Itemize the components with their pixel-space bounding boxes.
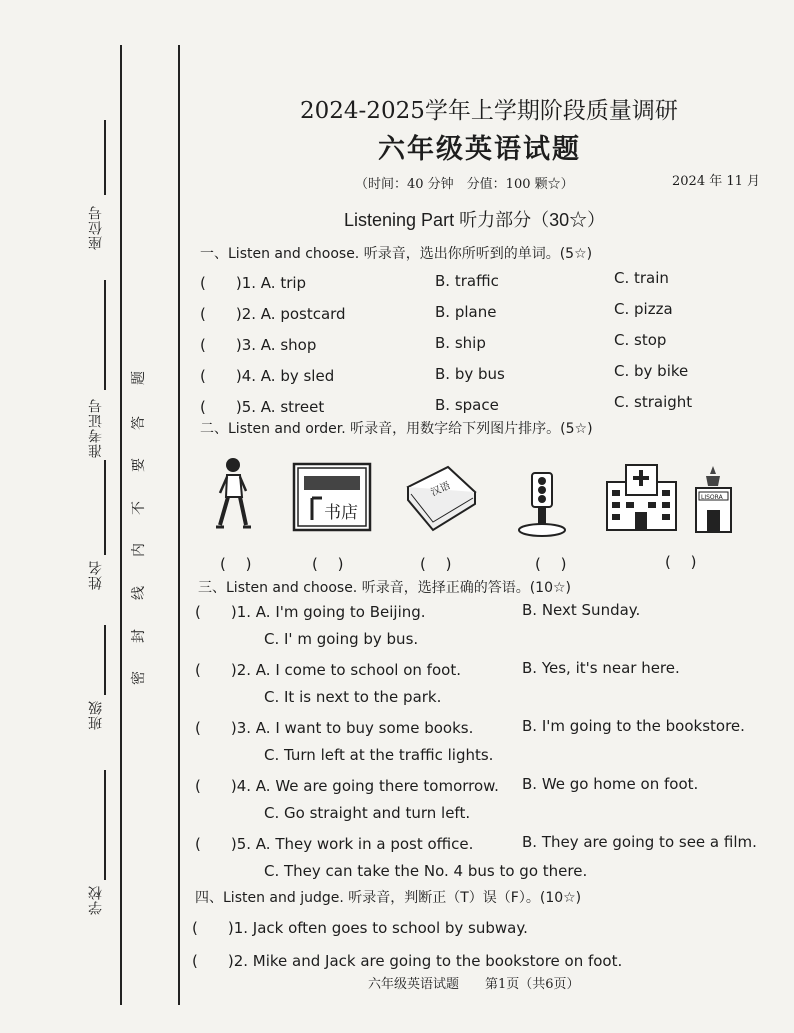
judge-item-1	[192, 917, 528, 938]
order-blank-2[interactable]: ( )	[312, 555, 344, 573]
judge-text-2: )2. Mike and Jack are going to the bookstore on foot.	[227, 952, 623, 970]
section1-title: 一、Listen and choose. 听录音，选出你所听到的单词。(5☆)	[200, 246, 593, 262]
answer-blank[interactable]: (	[195, 661, 231, 679]
option-a: )4. A. by sled	[235, 367, 335, 385]
choose-blank[interactable]: (	[200, 274, 236, 292]
answer-blank[interactable]: (	[195, 777, 231, 795]
bookstore-picture	[292, 462, 372, 532]
judge-blank-1[interactable]: (	[192, 919, 228, 937]
option-c: C. straight	[614, 393, 693, 411]
section3-title: 三、Listen and choose. 听录音，选择正确的答语。(10☆)	[198, 580, 571, 596]
answer-item-1	[195, 601, 426, 622]
answer-item-5	[195, 833, 473, 854]
seat-field[interactable]	[104, 120, 106, 195]
class-field[interactable]	[104, 625, 106, 695]
answer-c: C. Turn left at the traffic lights.	[264, 746, 494, 764]
option-a: )2. A. postcard	[235, 305, 346, 323]
option-a: )1. A. trip	[235, 274, 307, 292]
option-a: )3. A. shop	[235, 336, 317, 354]
order-blank-4[interactable]: ( )	[535, 555, 567, 573]
order-blank-5[interactable]: ( )	[665, 553, 697, 571]
choose-item-1	[200, 272, 306, 293]
answer-a: )5. A. They work in a post office.	[230, 835, 474, 853]
answer-c: C. It is next to the park.	[264, 688, 442, 706]
hospital-picture	[604, 460, 679, 532]
option-c: C. by bike	[614, 362, 689, 380]
order-blank-3[interactable]: ( )	[420, 555, 452, 573]
answer-b: B. Yes, it's near here.	[522, 659, 680, 677]
option-b: B. space	[435, 396, 499, 414]
choose-item-2	[200, 303, 346, 324]
choose-blank[interactable]: (	[200, 367, 236, 385]
answer-b: B. Next Sunday.	[522, 601, 641, 619]
answer-blank[interactable]: (	[195, 719, 231, 737]
answer-item-3	[195, 717, 473, 738]
school-label: 学校	[88, 885, 104, 915]
class-label: 班级	[88, 700, 104, 730]
exam-title-line1: 2024-2025学年上学期阶段质量调研	[300, 98, 678, 124]
bookstore-sign-text: 书店	[324, 503, 358, 523]
binding-line-outer	[120, 45, 122, 1005]
option-b: B. traffic	[435, 272, 499, 290]
time-score: （时间：40 分钟 分值：100 颗☆）	[355, 177, 574, 192]
section2-title: 二、Listen and order. 听录音，用数字给下列图片排序。(5☆)	[200, 421, 593, 437]
option-b: B. ship	[435, 334, 486, 352]
answer-c: C. I' m going by bus.	[264, 630, 419, 648]
answer-a: )1. A. I'm going to Beijing.	[230, 603, 426, 621]
post-office-picture	[686, 462, 741, 534]
seal-char-5: 内	[131, 543, 147, 557]
option-c: C. pizza	[614, 300, 673, 318]
option-c: C. stop	[614, 331, 667, 349]
seal-char-8: 密	[131, 671, 147, 685]
judge-text-1: )1. Jack often goes to school by subway.	[227, 919, 528, 937]
answer-b: B. We go home on foot.	[522, 775, 699, 793]
choose-blank[interactable]: (	[200, 305, 236, 323]
answer-item-2	[195, 659, 461, 680]
choose-item-4	[200, 365, 334, 386]
answer-item-4	[195, 775, 499, 796]
seal-char-1: 题	[131, 371, 147, 385]
option-c: C. train	[614, 269, 669, 287]
seat-label: 座位号	[88, 205, 104, 250]
exam-date: 2024 年 11 月	[672, 174, 761, 189]
section4-title: 四、Listen and judge. 听录音，判断正（T）误（F）。(10☆)	[195, 890, 582, 906]
answer-blank[interactable]: (	[195, 835, 231, 853]
listening-part-title: Listening Part 听力部分（30☆）	[344, 210, 606, 230]
order-blank-1[interactable]: ( )	[220, 555, 252, 573]
choose-blank[interactable]: (	[200, 336, 236, 354]
seal-char-6: 线	[131, 586, 147, 600]
binding-line-inner	[178, 45, 180, 1005]
answer-a: )2. A. I come to school on foot.	[230, 661, 461, 679]
answer-b: B. They are going to see a film.	[522, 833, 757, 851]
option-b: B. by bus	[435, 365, 505, 383]
traffic-light-picture	[515, 470, 570, 540]
school-field[interactable]	[104, 770, 106, 880]
exam-title-line2: 六年级英语试题	[378, 134, 581, 165]
answer-c: C. Go straight and turn left.	[264, 804, 471, 822]
books-text: 汉语	[429, 480, 453, 499]
books-picture	[403, 462, 478, 532]
seal-char-7: 封	[131, 629, 147, 643]
exam-no-label: 准考证号	[88, 398, 104, 458]
option-a: )5. A. street	[235, 398, 325, 416]
seal-char-4: 不	[131, 501, 147, 515]
name-field[interactable]	[104, 460, 106, 555]
choose-item-5	[200, 396, 324, 417]
option-b: B. plane	[435, 303, 497, 321]
seal-char-2: 答	[131, 416, 147, 430]
answer-a: )4. A. We are going there tomorrow.	[230, 777, 499, 795]
name-label: 姓名	[88, 560, 104, 590]
answer-c: C. They can take the No. 4 bus to go there.	[264, 862, 588, 880]
judge-item-2	[192, 950, 622, 971]
walking-person-picture	[210, 455, 255, 535]
page-footer: 六年级英语试题 第1页（共6页）	[368, 977, 580, 992]
seal-char-3: 要	[131, 458, 147, 472]
post-office-text: LISORA	[701, 494, 723, 501]
answer-a: )3. A. I want to buy some books.	[230, 719, 474, 737]
judge-blank-2[interactable]: (	[192, 952, 228, 970]
answer-b: B. I'm going to the bookstore.	[522, 717, 745, 735]
choose-blank[interactable]: (	[200, 398, 236, 416]
exam-no-field[interactable]	[104, 280, 106, 390]
choose-item-3	[200, 334, 316, 355]
answer-blank[interactable]: (	[195, 603, 231, 621]
